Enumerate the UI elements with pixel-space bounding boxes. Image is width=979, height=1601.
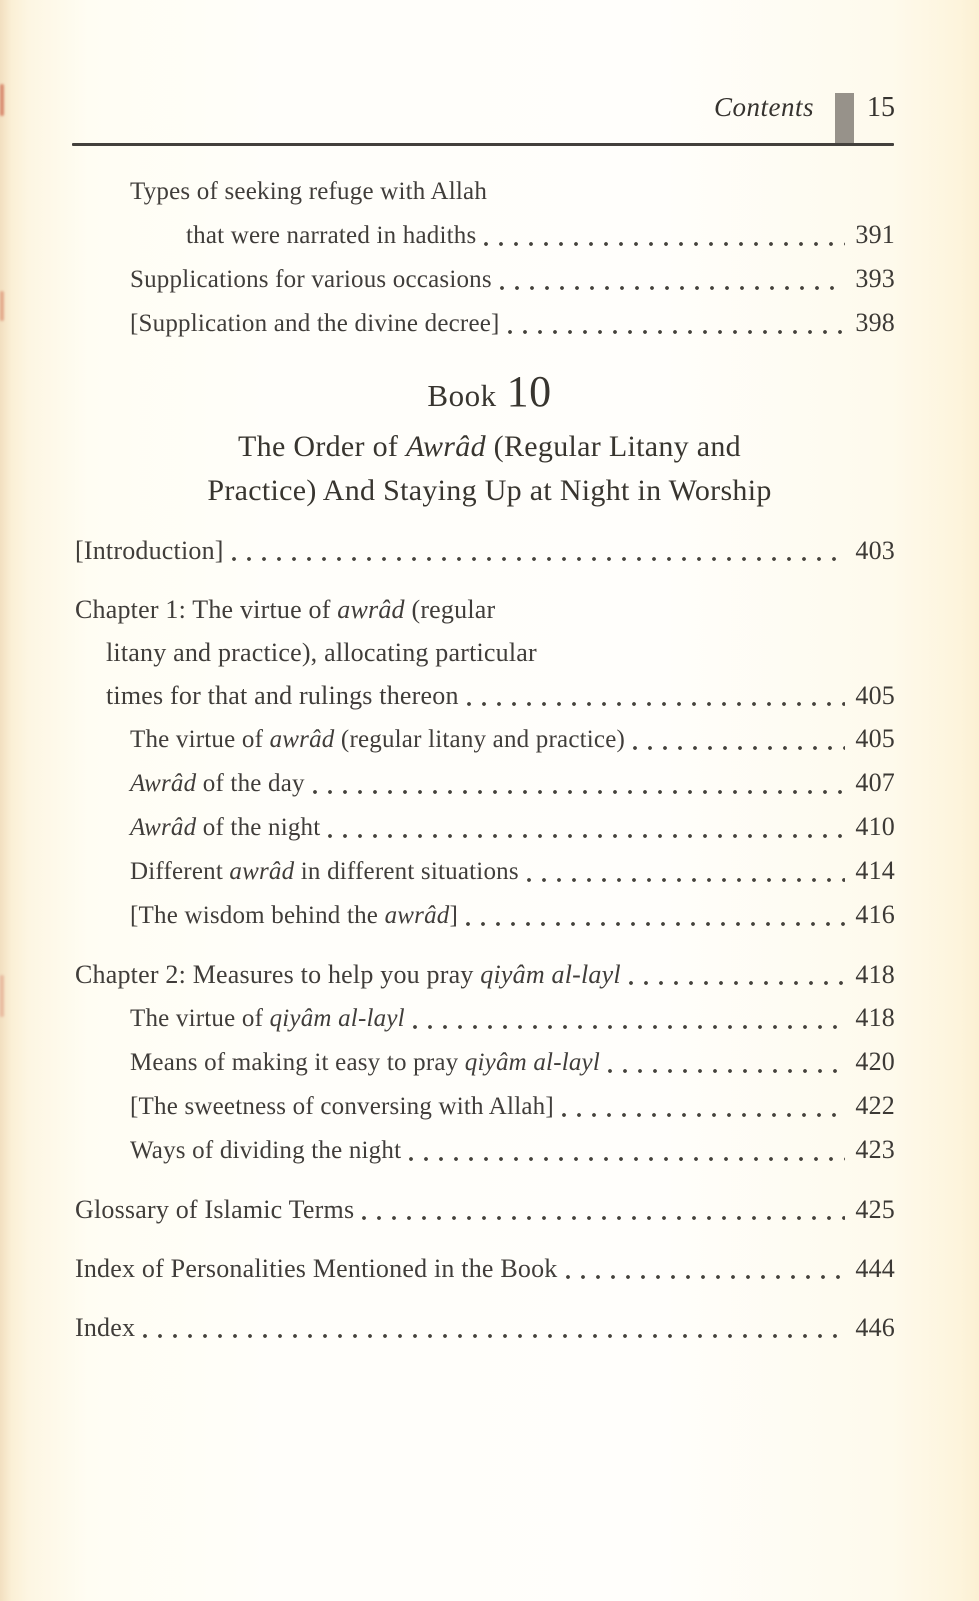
- toc-entry-line: [130, 996, 895, 1040]
- dot-leader: [562, 1110, 846, 1120]
- text-segment: The virtue of: [130, 726, 270, 753]
- dot-leader: [467, 699, 846, 709]
- dot-leader: [466, 919, 845, 929]
- toc-entry: [75, 849, 895, 893]
- toc-entry-line: [130, 717, 895, 761]
- toc-page-number: 414: [855, 856, 895, 885]
- dot-leader: [313, 787, 846, 797]
- toc-entry: [75, 805, 895, 849]
- arabic-term: qiyâm al-layl: [480, 960, 621, 989]
- toc-entry-text: [186, 214, 476, 257]
- toc-entry-text: [75, 1306, 135, 1349]
- arabic-term: qiyâm al-layl: [269, 1005, 405, 1032]
- toc-page-number: 425: [855, 1195, 895, 1224]
- text-segment: (regular litany and practice): [334, 726, 626, 753]
- toc-entry-line: [75, 529, 895, 572]
- dot-leader: [633, 743, 845, 753]
- text-segment: Different: [130, 858, 230, 885]
- toc-entry-text: [75, 1188, 354, 1231]
- book-title: [0, 425, 979, 513]
- toc-page-number: 410: [855, 812, 895, 841]
- text-segment: Types of seeking refuge with Allah: [130, 178, 488, 205]
- dot-leader: [328, 831, 845, 841]
- toc-entry: [75, 257, 895, 301]
- dot-leader: [527, 875, 846, 885]
- dot-leader: [500, 283, 846, 293]
- arabic-term: Awrâd: [130, 814, 197, 841]
- dot-leader: [484, 239, 845, 249]
- toc-entry-text: [75, 529, 224, 572]
- text-segment: of the night: [196, 814, 321, 841]
- text-segment: litany and practice), allocating particular: [106, 638, 537, 667]
- toc-entry-text: [130, 762, 305, 805]
- toc-entry-line: [75, 674, 895, 717]
- toc-entry-text: [130, 302, 500, 345]
- toc-page-number: 391: [855, 220, 895, 249]
- text-segment: that were narrated in hadiths: [186, 222, 477, 249]
- text-segment: Practice) And Staying Up at Night in Worship: [207, 474, 772, 507]
- toc-entry: [75, 717, 895, 761]
- text-segment: Index of Personalities Mentioned in the Book: [75, 1254, 558, 1283]
- toc-entry-line: [130, 805, 895, 849]
- toc-entry-line: [130, 170, 895, 213]
- toc-main: [75, 529, 895, 1349]
- toc-page-number: 393: [855, 264, 895, 293]
- dot-leader: [362, 1213, 845, 1223]
- toc-entry: [75, 1188, 895, 1231]
- toc-entry: [75, 588, 895, 717]
- header-rule: [72, 143, 894, 146]
- book-heading: [0, 365, 979, 513]
- toc-entry-line: [130, 213, 895, 257]
- book-title-line: [0, 425, 979, 469]
- toc-entry-text: [130, 894, 458, 937]
- dot-leader: [566, 1272, 846, 1282]
- toc-page-number: 407: [855, 768, 895, 797]
- toc-entry-line: [130, 849, 895, 893]
- toc-entry: [75, 1040, 895, 1084]
- toc-entry-text: [130, 806, 320, 849]
- running-title: Contents: [713, 92, 814, 122]
- text-segment: [Introduction]: [75, 536, 224, 565]
- text-segment: Supplications for various occasions: [130, 266, 492, 293]
- toc-page-number: 444: [855, 1254, 895, 1283]
- toc-page-number: 403: [855, 536, 895, 565]
- page-number: 15: [867, 92, 895, 123]
- book-number: 10: [506, 367, 552, 416]
- toc-entry-line: [130, 761, 895, 805]
- text-segment: The Order of: [238, 430, 407, 463]
- dot-leader: [508, 327, 846, 337]
- toc-entry-line: [75, 953, 895, 996]
- toc-entry-line: [130, 301, 895, 345]
- text-segment: Means of making it easy to pray: [130, 1049, 465, 1076]
- arabic-term: qiyâm al-layl: [464, 1049, 601, 1076]
- text-segment: Ways of dividing the night: [130, 1137, 402, 1164]
- toc-entry-line: [130, 1128, 895, 1172]
- toc-entry: [75, 893, 895, 937]
- toc-entry-text: [130, 1041, 600, 1084]
- text-segment: [The sweetness of conversing with Allah]: [130, 1093, 554, 1120]
- toc-entry-line: [130, 1040, 895, 1084]
- toc-page-number: 405: [855, 724, 895, 753]
- dot-leader: [232, 554, 846, 564]
- toc-entry-line: [75, 588, 895, 631]
- toc-entry: [75, 1084, 895, 1128]
- arabic-term: awrâd: [337, 595, 405, 624]
- text-segment: The virtue of: [130, 1005, 270, 1032]
- text-segment: of the day: [196, 770, 305, 797]
- arabic-term: Awrâd: [130, 770, 197, 797]
- book-number-line: [0, 365, 979, 423]
- toc-entry-text: [75, 1247, 558, 1290]
- text-segment: [The wisdom behind the: [130, 902, 385, 929]
- toc-page-number: 420: [855, 1047, 895, 1076]
- text-segment: [Supplication and the divine decree]: [130, 310, 500, 337]
- toc-entry-line: [130, 257, 895, 301]
- toc-entry-line: [130, 1084, 895, 1128]
- toc-page-number: 446: [855, 1313, 895, 1342]
- text-segment: Chapter 1: The virtue of: [75, 595, 338, 624]
- toc-page-number: 422: [855, 1091, 895, 1120]
- toc-entry: [75, 953, 895, 996]
- dot-leader: [608, 1066, 845, 1076]
- toc-entry-text: [130, 258, 492, 301]
- toc-entry-line: [75, 1188, 895, 1231]
- arabic-term: awrâd: [384, 902, 450, 929]
- toc-page-number: 405: [855, 681, 895, 710]
- toc-page-number: 398: [855, 308, 895, 337]
- toc-page-number: 418: [855, 1003, 895, 1032]
- arabic-term: awrâd: [269, 726, 335, 753]
- running-header: [0, 92, 979, 136]
- toc-entry-line: [75, 631, 895, 674]
- toc-top: [75, 170, 895, 345]
- toc-page-number: 423: [855, 1135, 895, 1164]
- toc-entry-text: [130, 997, 405, 1040]
- text-segment: Chapter 2: Measures to help you pray: [75, 960, 481, 989]
- toc-entry-text: [106, 674, 459, 717]
- toc-entry: [75, 1128, 895, 1172]
- book-label: Book: [427, 378, 497, 413]
- toc-entry: [75, 996, 895, 1040]
- toc-entry-text: [130, 1085, 554, 1128]
- dot-leader: [409, 1154, 845, 1164]
- toc-entry-text: [130, 1129, 401, 1172]
- arabic-term: awrâd: [229, 858, 295, 885]
- dot-leader: [143, 1331, 845, 1341]
- dot-leader: [413, 1022, 846, 1032]
- toc-entry: [75, 1306, 895, 1349]
- text-segment: Glossary of Islamic Terms: [75, 1195, 355, 1224]
- toc-page-number: 418: [855, 960, 895, 989]
- toc-entry: [75, 170, 895, 257]
- toc-entry: [75, 761, 895, 805]
- toc-entry: [75, 301, 895, 345]
- toc-entry-line: [130, 893, 895, 937]
- toc-entry-line: [75, 1306, 895, 1349]
- toc-entry-text: [130, 850, 519, 893]
- text-segment: (regular: [404, 595, 496, 624]
- toc-entry-line: [75, 1247, 895, 1290]
- header-decoration-bar: [835, 93, 854, 143]
- toc-page-number: 416: [855, 900, 895, 929]
- toc-entry: [75, 1247, 895, 1290]
- toc-entry-text: [130, 718, 625, 761]
- text-segment: in different situations: [294, 858, 519, 885]
- book-title-line: [0, 469, 979, 513]
- dot-leader: [629, 978, 846, 988]
- text-segment: ]: [449, 902, 458, 929]
- toc-entry: [75, 529, 895, 572]
- toc-entry-text: [75, 953, 621, 996]
- text-segment: Index: [75, 1313, 136, 1342]
- text-segment: times for that and rulings thereon: [106, 681, 459, 710]
- text-segment: (Regular Litany and: [485, 430, 741, 463]
- arabic-term: Awrâd: [406, 430, 486, 463]
